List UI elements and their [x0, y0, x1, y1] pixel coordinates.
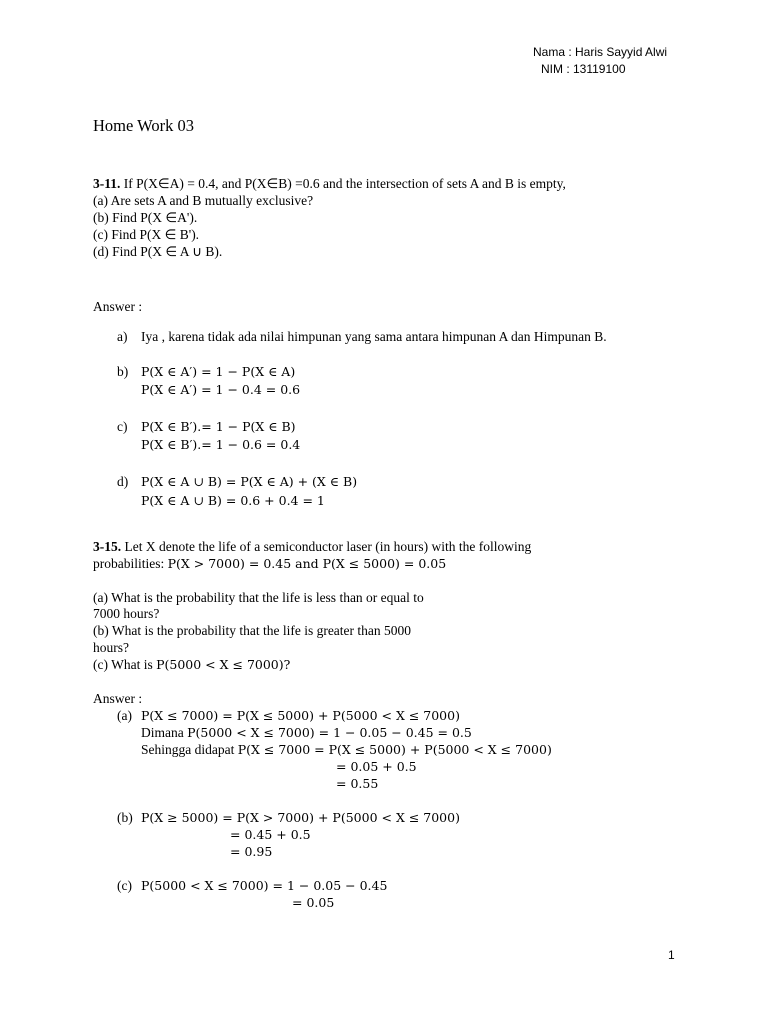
equation-a-3	[141, 741, 552, 758]
answer-label-b: (b)	[117, 810, 133, 825]
answer-label-d: d)	[117, 474, 129, 489]
equation-c-2: P(X ∈ B′).= 1 − 0.6 = 0.4	[141, 437, 301, 452]
question-3-15-stem	[93, 538, 531, 555]
question-text: If P(X∈A) = 0.4, and P(X∈B) =0.6 and the intersection of sets A and B is empty,	[123, 176, 566, 191]
equation-a-4: = 0.05 + 0.5	[336, 759, 417, 774]
question-3-15-probabilities	[93, 555, 446, 572]
answer-heading: Answer :	[93, 299, 143, 314]
equation-c-1: P(5000 < X ≤ 7000) = 1 − 0.05 − 0.45	[141, 878, 388, 893]
equation-c-1: P(X ∈ B′).= 1 − P(X ∈ B)	[141, 419, 296, 434]
question-part-a-line1: (a) What is the probability that the life is less than or equal to	[93, 590, 424, 605]
equation-b-2: = 0.45 + 0.5	[230, 827, 311, 842]
probabilities-equation: P(X > 7000) = 0.45 and P(X ≤ 5000) = 0.05	[167, 556, 447, 571]
question-part-a: (a) Are sets A and B mutually exclusive?	[93, 193, 314, 208]
question-part-b: (b) Find P(X ∈A').	[93, 210, 198, 225]
equation-a-2	[141, 724, 472, 741]
equation-b-1: P(X ≥ 5000) = P(X > 7000) + P(5000 < X ≤ 7000)	[141, 810, 460, 825]
student-nim: NIM : 13119100	[541, 62, 626, 76]
question-part-c-text: (c) What is	[93, 657, 153, 672]
equation-d-1: P(X ∈ A ∪ B) = P(X ∈ A) + (X ∈ B)	[141, 474, 358, 489]
question-part-c	[93, 656, 290, 673]
question-number: 3-15.	[93, 539, 122, 554]
question-part-b-line2: hours?	[93, 640, 129, 655]
answer-label-c: (c)	[117, 878, 132, 893]
equation-b-2: P(X ∈ A′) = 1 − 0.4 = 0.6	[141, 382, 301, 397]
answer-label-b: b)	[117, 364, 129, 379]
equation-a-5: = 0.55	[336, 776, 379, 791]
question-part-c: (c) Find P(X ∈ B').	[93, 227, 200, 242]
answer-label-a: a)	[117, 329, 128, 344]
answer-heading: Answer :	[93, 691, 143, 706]
equation-a-3-math: P(X ≤ 7000 = P(X ≤ 5000) + P(5000 < X ≤ 7000)	[237, 742, 552, 757]
equation-d-2: P(X ∈ A ∪ B) = 0.6 + 0.4 = 1	[141, 493, 325, 508]
equation-a-2-text: Dimana	[141, 725, 184, 740]
student-name: Nama : Haris Sayyid Alwi	[533, 45, 668, 59]
question-number: 3-11.	[93, 176, 121, 191]
question-part-c-equation: P(5000 < X ≤ 7000)?	[156, 657, 291, 672]
equation-c-2: = 0.05	[292, 895, 335, 910]
question-part-d: (d) Find P(X ∈ A ∪ B).	[93, 244, 223, 259]
answer-label-a: (a)	[117, 708, 132, 723]
page-title: Home Work 03	[93, 116, 195, 135]
equation-a-3-text: Sehingga didapat	[141, 742, 235, 757]
equation-a-2-math: P(5000 < X ≤ 7000) = 1 − 0.05 − 0.45 = 0.5	[187, 725, 472, 740]
question-part-a-line2: 7000 hours?	[93, 606, 160, 621]
equation-b-3: = 0.95	[230, 844, 273, 859]
answer-text-a: Iya , karena tidak ada nilai himpunan yang sama antara himpunan A dan Himpunan B.	[141, 329, 607, 344]
probabilities-label: probabilities:	[93, 556, 165, 571]
question-3-11-stem	[93, 175, 566, 192]
question-text: Let X denote the life of a semiconductor laser (in hours) with the following	[124, 539, 532, 554]
answer-label-c: c)	[117, 419, 128, 434]
question-part-b-line1: (b) What is the probability that the life is greater than 5000	[93, 623, 412, 638]
equation-b-1: P(X ∈ A′) = 1 − P(X ∈ A)	[141, 364, 296, 379]
equation-a-1: P(X ≤ 7000) = P(X ≤ 5000) + P(5000 < X ≤ 7000)	[141, 708, 460, 723]
page-number: 1	[668, 948, 675, 962]
